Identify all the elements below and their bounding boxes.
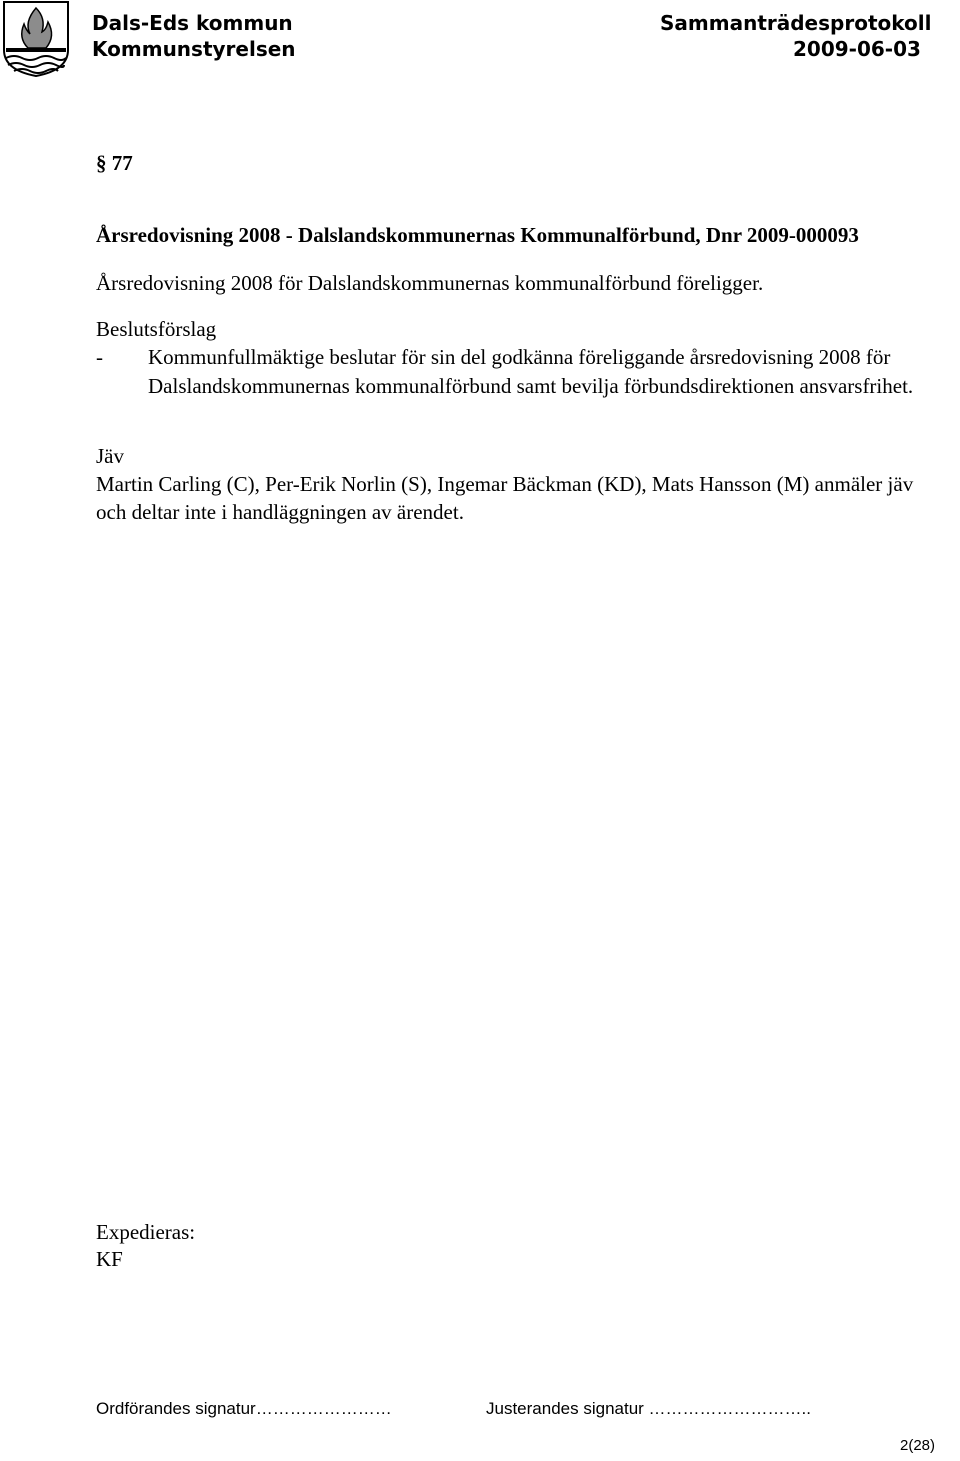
dispatch-label: Expedieras: <box>96 1220 196 1244</box>
proposal-item <box>96 343 936 401</box>
proposal-item-dash: - <box>96 345 103 369</box>
header-municipality: Dals-Eds kommun <box>92 11 293 35</box>
conflict-text: Martin Carling (C), Per-Erik Norlin (S), Ingemar Bäckman (KD), Mats Hansson (M) anmäler jäv och deltar inte i handläggningen av ärendet. <box>96 472 914 524</box>
adjuster-signature: Justerandes signatur ……………………….. <box>486 1399 811 1418</box>
dispatch-recipient: KF <box>96 1247 123 1271</box>
page-number: 2(28) <box>900 1437 936 1454</box>
municipal-logo-icon <box>0 0 72 78</box>
header-board: Kommunstyrelsen <box>92 37 296 61</box>
header-document-type: Sammanträdesprotokoll <box>660 11 932 35</box>
header-date: 2009-06-03 <box>793 37 921 61</box>
conflict-heading: Jäv <box>96 444 124 468</box>
dispatch-block <box>96 1219 195 1273</box>
chair-signature: Ordförandes signatur…………………… <box>96 1399 392 1418</box>
protocol-section <box>96 150 936 526</box>
section-intro: Årsredovisning 2008 för Dalslandskommunernas kommunalförbund föreligger. <box>96 271 764 295</box>
section-title: Årsredovisning 2008 - Dalslandskommunernas Kommunalförbund, Dnr 2009-000093 <box>96 223 859 247</box>
section-number: § 77 <box>96 151 133 175</box>
proposal-heading: Beslutsförslag <box>96 317 217 341</box>
proposal-item-text: Kommunfullmäktige beslutar för sin del godkänna föreliggande årsredovisning 2008 för Dalslandskommunernas kommunalförbund samt bevilja förbundsdirektionen ansvarsfrihet. <box>148 345 914 398</box>
